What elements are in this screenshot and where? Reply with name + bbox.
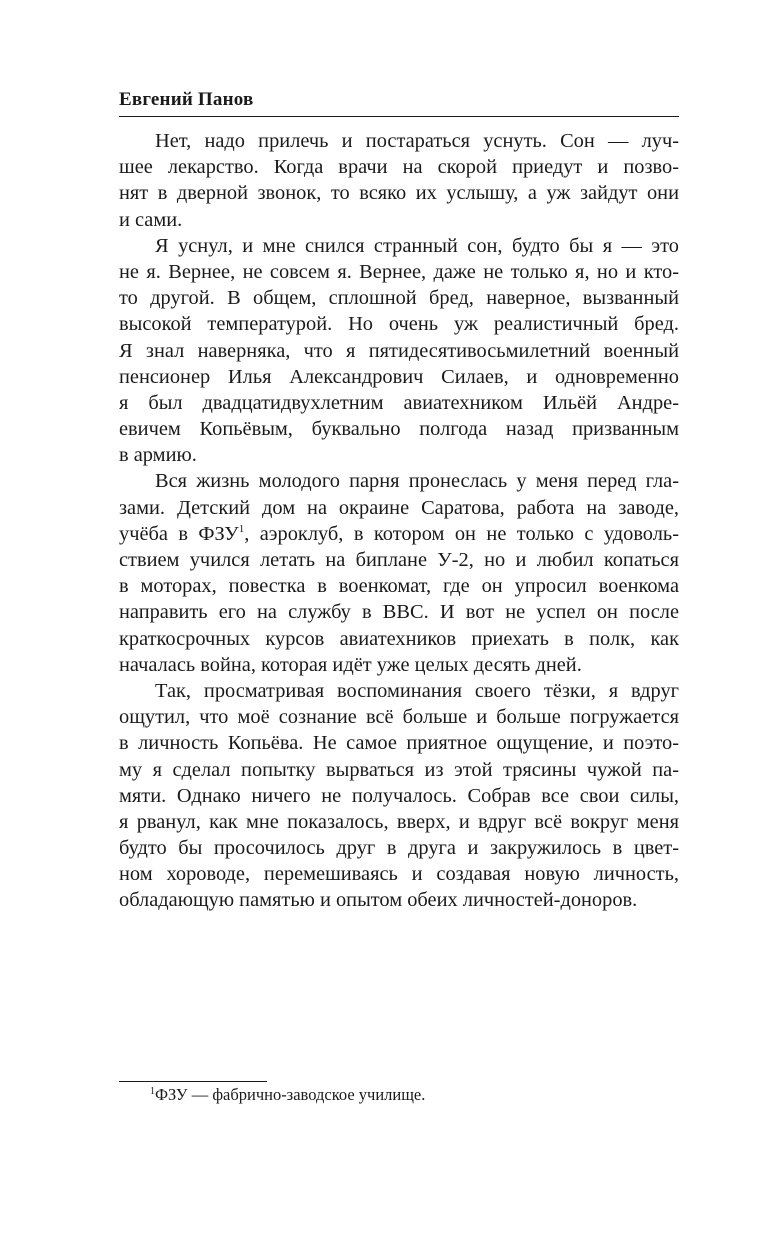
footnote-rule — [119, 1081, 267, 1082]
text-line: ном хороводе, перемешиваясь и создавая новую личность, — [119, 863, 679, 886]
paragraph — [119, 678, 679, 914]
footnote-reference[interactable]: 1 — [238, 522, 245, 535]
running-head-author: Евгений Панов — [119, 89, 254, 110]
text-line: Так, просматривая воспоминания своего тёзки, я вдруг — [155, 679, 679, 702]
text-line: краткосрочных курсов авиатехников приехать в полк, как — [119, 627, 679, 650]
header-rule — [119, 116, 679, 117]
text-line: евичем Копьёвым, буквально полгода назад призванным — [119, 418, 679, 441]
text-line: зами. Детский дом на окраине Саратова, работа на заводе, — [119, 496, 679, 519]
text-line: будто бы просочилось друг в друга и закружилось в цвет- — [119, 837, 679, 860]
paragraph — [119, 468, 679, 678]
text-line: то другой. В общем, сплошной бред, наверное, вызванный — [119, 287, 679, 310]
text-line: направить его на службу в ВВС. И вот не успел он после — [119, 601, 679, 624]
text-line: пенсионер Илья Александрович Силаев, и одновременно — [119, 365, 679, 388]
body-text — [119, 128, 679, 914]
text-line: Вся жизнь молодого парня пронеслась у меня перед гла- — [155, 470, 679, 493]
text-line: в моторах, повестка в военкомат, где он упросил военкома — [119, 575, 679, 598]
footnote — [150, 1084, 425, 1106]
text-line: Я знал наверняка, что я пятидесятивосьмилетний военный — [119, 339, 679, 362]
text-line: Нет, надо прилечь и постараться уснуть. Сон — луч- — [155, 130, 679, 152]
footnote-mark: 1 — [150, 1086, 155, 1097]
paragraph — [119, 233, 679, 469]
text-line: обладающую памятью и опытом обеих личностей-доноров. — [119, 889, 638, 912]
text-fragment: , аэроклуб, в котором он не только с удоволь- — [244, 522, 679, 545]
text-line-with-footnote — [119, 521, 679, 547]
text-line: нят в дверной звонок, то всяко их услышу, а уж зайдут они — [119, 182, 679, 205]
text-line: я был двадцатидвухлетним авиатехником Ильёй Андре- — [119, 391, 679, 414]
text-fragment: учёба в ФЗУ — [119, 522, 239, 545]
text-line: мяти. Однако ничего не получалось. Собрав все свои силы, — [119, 784, 679, 807]
paragraph — [119, 128, 679, 233]
text-line: Я уснул, и мне снился странный сон, будто бы я — это — [155, 234, 679, 257]
text-line: и сами. — [119, 208, 183, 231]
text-line: му я сделал попытку вырваться из этой трясины чужой па- — [119, 758, 679, 781]
text-line: ствием учился летать на биплане У-2, но и любил копаться — [119, 549, 679, 571]
text-line: началась война, которая идёт уже целых десять дней. — [119, 653, 582, 676]
text-line: я рванул, как мне показалось, вверх, и вдруг всё вокруг меня — [119, 810, 679, 833]
text-line: в армию. — [119, 444, 197, 467]
text-line: в личность Копьёва. Не самое приятное ощущение, и поэто- — [119, 732, 679, 755]
text-line: не я. Вернее, не совсем я. Вернее, даже не только я, но и кто- — [119, 260, 679, 283]
text-line: шее лекарство. Когда врачи на скорой приедут и позво- — [119, 156, 679, 179]
footnote-text: ФЗУ — фабрично-заводское училище. — [155, 1085, 426, 1104]
text-line: ощутил, что моё сознание всё больше и больше погружается — [119, 706, 679, 729]
text-line: высокой температурой. Но очень уж реалистичный бред. — [119, 313, 679, 336]
